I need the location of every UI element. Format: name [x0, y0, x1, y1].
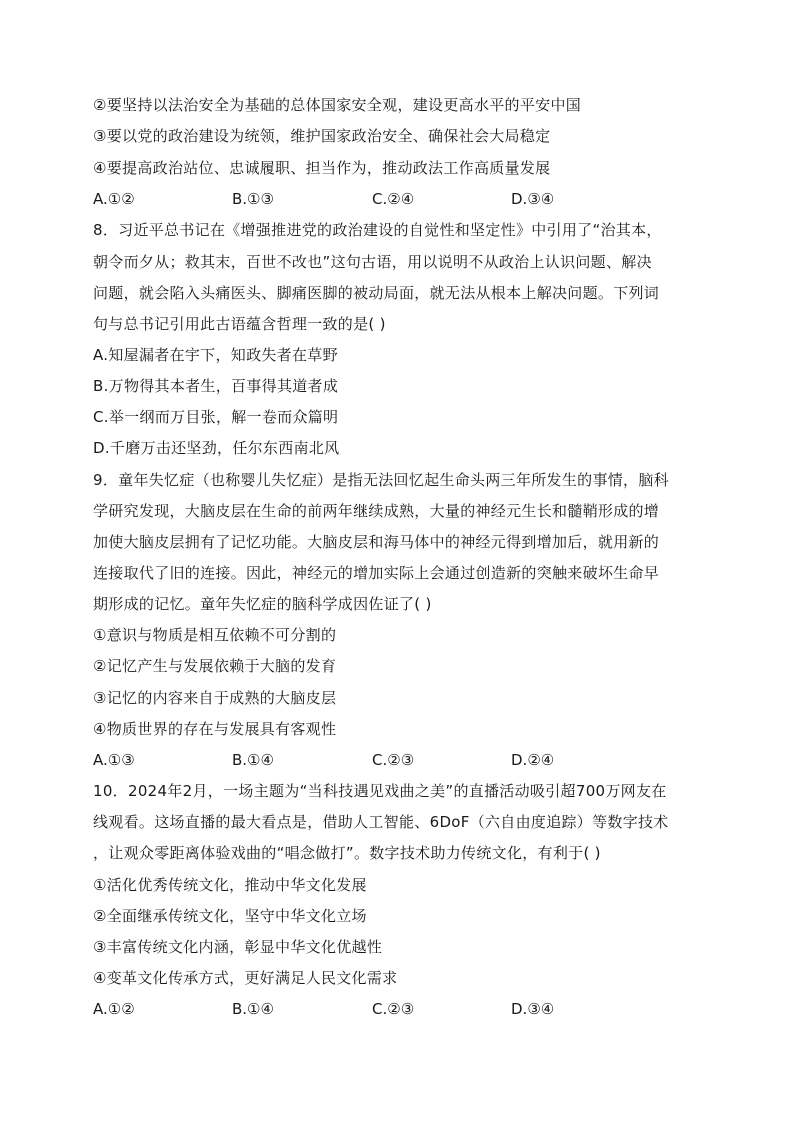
q8-choice-c: C.举一纲而万目张，解一卷而众篇明 [93, 408, 339, 426]
q9-stem-line-3: 加使大脑皮层拥有了记忆功能。大脑皮层和海马体中的神经元得到增加后，就用新的 [93, 533, 660, 551]
q7-option-d: D.③④ [511, 190, 555, 208]
q10-item-4: ④变革文化传承方式，更好满足人民文化需求 [93, 969, 398, 987]
q7-option-b: B.①③ [232, 190, 274, 208]
q10-item-1: ①活化优秀传统文化，推动中华文化发展 [93, 876, 367, 894]
q10-item-2: ②全面继承传统文化，坚守中华文化立场 [93, 907, 367, 925]
q8-choice-b: B.万物得其本者生，百事得其道者成 [93, 377, 339, 395]
q9-option-a: A.①③ [93, 751, 135, 769]
q10-option-a: A.①② [93, 1000, 135, 1018]
q9-option-d: D.②④ [511, 751, 555, 769]
q7-item-2: ②要坚持以法治安全为基础的总体国家安全观，建设更高水平的平安中国 [93, 96, 582, 114]
q10-option-d: D.③④ [511, 1000, 555, 1018]
q7-option-a: A.①② [93, 190, 135, 208]
q9-stem-line-2: 学研究发现，大脑皮层在生命的前两年继续成熟，大量的神经元生长和髓鞘形成的增 [93, 502, 660, 520]
q9-item-3: ③记忆的内容来自于成熟的大脑皮层 [93, 689, 337, 707]
q10-options [93, 999, 693, 1019]
q10-option-b: B.①④ [232, 1000, 274, 1018]
q9-item-2: ②记忆产生与发展依赖于大脑的发育 [93, 657, 337, 675]
q8-stem-line-1: 8．习近平总书记在《增强推进党的政治建设的自觉性和坚定性》中引用了“治其本， [93, 221, 662, 239]
q8-stem-line-2: 朝令而夕从；救其末，百世不改也”这句古语，用以说明不从政治上认识问题、解决 [93, 253, 652, 271]
q10-stem-line-3: ，让观众零距离体验戏曲的“唱念做打”。数字技术助力传统文化，有利于( ) [93, 844, 601, 862]
q9-stem-line-5: 期形成的记忆。童年失忆症的脑科学成因佐证了( ) [93, 595, 432, 613]
q9-item-4: ④物质世界的存在与发展具有客观性 [93, 720, 337, 738]
q7-item-3: ③要以党的政治建设为统领，维护国家政治安全、确保社会大局稳定 [93, 127, 551, 145]
q8-choice-a: A.知屋漏者在宇下，知政失者在草野 [93, 346, 338, 364]
q9-option-c: C.②③ [372, 751, 415, 769]
q8-stem-line-4: 句与总书记引用此古语蕴含哲理一致的是( ) [93, 315, 386, 333]
q10-stem-line-2: 线观看。这场直播的最大看点是，借助人工智能、6DoF（六自由度追踪）等数字技术 [93, 813, 669, 831]
q10-item-3: ③丰富传统文化内涵，彰显中华文化优越性 [93, 938, 383, 956]
q9-option-b: B.①④ [232, 751, 274, 769]
q7-option-c: C.②④ [372, 190, 415, 208]
q9-options [93, 750, 693, 770]
q9-item-1: ①意识与物质是相互依赖不可分割的 [93, 626, 337, 644]
q7-options [93, 189, 693, 209]
q8-stem-line-3: 问题，就会陷入头痛医头、脚痛医脚的被动局面，就无法从根本上解决问题。下列词 [93, 284, 660, 302]
q8-choice-d: D.千磨万击还坚劲，任尔东西南北风 [93, 439, 340, 457]
q10-option-c: C.②③ [372, 1000, 415, 1018]
q9-stem-line-1: 9．童年失忆症（也称婴儿失忆症）是指无法回忆起生命头两三年所发生的事情，脑科 [93, 471, 669, 489]
q9-stem-line-4: 连接取代了旧的连接。因此，神经元的增加实际上会通过创造新的突触来破坏生命早 [93, 564, 660, 582]
q7-item-4: ④要提高政治站位、忠诚履职、担当作为，推动政法工作高质量发展 [93, 159, 551, 177]
q10-stem-line-1: 10．2024年2月，一场主题为“当科技遇见戏曲之美”的直播活动吸引超700万网友在 [93, 782, 667, 800]
